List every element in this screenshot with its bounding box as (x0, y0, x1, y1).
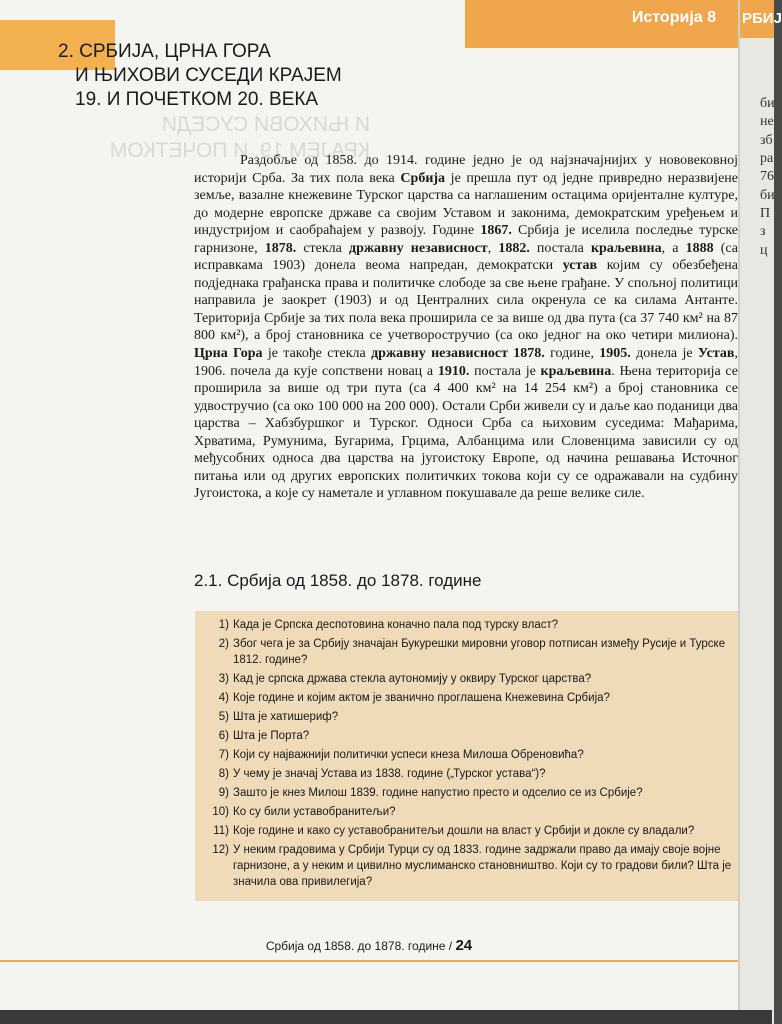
adjacent-tab-text: РБИЈ (742, 10, 782, 27)
question-number: 5) (218, 711, 229, 723)
question-item (195, 690, 733, 706)
bold-run: краљевина (540, 363, 612, 379)
adjacent-page-edge (738, 0, 782, 1024)
text-run: донела је (630, 346, 698, 362)
question-item (195, 823, 733, 839)
bold-run: краљевина (590, 240, 662, 256)
question-number: 7) (218, 749, 229, 761)
text-run: (са исправкама 1903) донела веома напредан, демократски (194, 240, 738, 274)
adjacent-text-fragment: 76 (760, 169, 774, 184)
bold-run: 1882. (498, 240, 530, 256)
question-number: 3) (218, 673, 229, 685)
text-run: постала је (469, 363, 541, 379)
question-item (195, 617, 733, 633)
question-item (195, 842, 733, 890)
chapter-intro-text (194, 152, 738, 503)
bold-run: државну независност 1878. (371, 346, 545, 362)
questions-list (195, 611, 741, 890)
question-text: У чему је значај Устава из 1838. године („Турског устава“)? (233, 768, 546, 780)
chapter-title (58, 40, 342, 112)
footer-rule (0, 960, 738, 962)
question-text: Који су најважнији политички успеси кнеза Милоша Обреновића? (233, 749, 584, 761)
intro-paragraph (194, 152, 738, 503)
chapter-title-line: 19. И ПОЧЕТКОМ 20. ВЕКА (75, 89, 319, 110)
question-text: У неким градовима у Србији Турци су од 1833. године задржали право да имају своје војне гарнизоне, а у неким и цивилно муслиманско становништво. Који су то градови били? Шта је значила ова привилегија? (233, 844, 732, 888)
ghost-line: И ЊИХОВИ СУСЕДИ (161, 113, 370, 136)
text-run: , (487, 240, 499, 256)
question-text: Када је Српска деспотовина коначно пала под турску власт? (233, 619, 559, 631)
adjacent-text-fragment: не (760, 114, 774, 129)
header-tab (465, 0, 738, 48)
bold-run: устав (562, 258, 598, 274)
bold-run: 1878. (264, 240, 297, 256)
question-item (195, 804, 733, 820)
question-item (195, 766, 733, 782)
book-label: Историја 8 (631, 9, 716, 26)
question-number: 1) (218, 619, 229, 631)
question-item (195, 785, 733, 801)
question-item (195, 671, 733, 687)
chapter-title-line: И ЊИХОВИ СУСЕДИ КРАЈЕМ (75, 65, 342, 86)
adjacent-text-fragment: би (760, 188, 775, 203)
bold-run: Србија (400, 170, 446, 186)
text-run: Србија је иселила последње турске гарнизоне, (194, 223, 738, 256)
bold-run: државну независност (349, 240, 488, 256)
question-item (195, 747, 733, 763)
adjacent-header-tab (740, 0, 782, 38)
text-run: којим су обезбеђена подједнака грађанска права и политичке слободе за све њене грађане. У спољној политици направила је заокрет (1903) и од Централних сила окренула се ка силама Антанте. Територија Србије за тих пола века проширила се за више од два пута (са 37 740 км² на 87 800 км²), а број становника се учетворостручио (са око једног на око четири милиона). (194, 258, 738, 344)
questions-box (195, 611, 741, 901)
text-run: године, (544, 346, 600, 362)
bold-run: 1910. (437, 363, 470, 379)
bold-run: 1905. (599, 346, 631, 362)
bold-run: Устав (697, 346, 735, 362)
question-item (195, 728, 733, 744)
question-text: Шта је хатишериф? (233, 711, 339, 723)
question-number: 12) (212, 844, 229, 856)
page-number: 24 (455, 937, 473, 954)
adjacent-text-fragment: ра (760, 151, 774, 166)
text-run: . Њена територија се проширила за више од три пута (са 4 400 км² на 14 254 км²) а број становника се удвостручио (са око 100 000 на 200 000). Остали Срби живели су и даље као поданици два царства – Хабзбуршког и Турског. Односи Срба са њиховим суседима: Мађарима, Хрватима, Румунима, Бугарима, Грцима, Албанцима или Словенцима зависили су од међусобних односа два царства на југоистоку Европе, од начина решавања Источног питања или од других европских политичких токова који су се одражавали на судбину Југоистока, а које су наметале и углавном покушавале да реше велике силе. (194, 363, 739, 502)
question-number: 6) (218, 730, 229, 742)
adjacent-text-fragment: ц (760, 243, 768, 258)
question-text: Ко су били уставобранитељи? (233, 806, 396, 818)
chapter-title-line: 2. СРБИЈА, ЦРНА ГОРА (58, 41, 271, 62)
question-item (195, 709, 733, 725)
text-run: је такође стекла (262, 346, 372, 362)
question-item (195, 636, 733, 668)
bold-run: 1867. (480, 223, 512, 239)
question-text: Које године и како су уставобранитељи дошли на власт у Србији и докле су владали? (233, 825, 695, 837)
adjacent-text-fragment: би (760, 96, 775, 111)
question-text: Због чега је за Србију значајан Букурешки мировни уговор потписан између Русије и Турске 1812. године? (233, 638, 726, 666)
question-number: 2) (218, 638, 229, 650)
text-run: , 1906. почела да кује сопствени новац а (194, 346, 738, 379)
question-number: 10) (212, 806, 229, 818)
ghost-line: КРАЈЕМ 19. И ПОЧЕТКОМ (109, 139, 370, 162)
page-footer (0, 937, 738, 954)
question-text: Кад је српска држава стекла аутономију у оквиру Турског царства? (233, 673, 592, 685)
text-run: , а (661, 240, 686, 256)
text-run: стекла (296, 240, 350, 256)
text-run: је прешла пут од једне привредно неразвијене земље, вазалне кнежевине Турског царства са наглашеним остацима оријенталне културе, до модерне европске државе са својим Уставом и законима, демократским уређењем и индустријом и саобраћајем у развоју. Године (194, 170, 738, 239)
question-number: 9) (218, 787, 229, 799)
question-text: Које године и којим актом је званично проглашена Кнежевина Србија? (233, 692, 610, 704)
text-run: постала (529, 240, 591, 256)
question-text: Шта је Порта? (233, 730, 310, 742)
section-title: 2.1. Србија од 1858. до 1878. године (194, 571, 482, 590)
adjacent-text-fragment: П (760, 206, 771, 221)
question-text: Зашто је кнез Милош 1839. године напустио престо и одселио се из Србије? (233, 787, 643, 799)
question-number: 4) (218, 692, 229, 704)
bold-run: Црна Гора (194, 346, 263, 362)
adjacent-text-fragment: зб (760, 133, 773, 148)
question-number: 11) (213, 825, 229, 837)
text-run: Раздобље од 1858. до 1914. године једно је од најзначајнијих у нововековној историји Срба. За тих пола века (194, 153, 738, 186)
adjacent-text-fragment: з (760, 224, 766, 239)
scan-shadow (0, 1010, 772, 1024)
bold-run: 1888 (685, 240, 714, 256)
question-number: 8) (218, 768, 229, 780)
running-title: Србија од 1858. до 1878. године / (265, 939, 456, 953)
